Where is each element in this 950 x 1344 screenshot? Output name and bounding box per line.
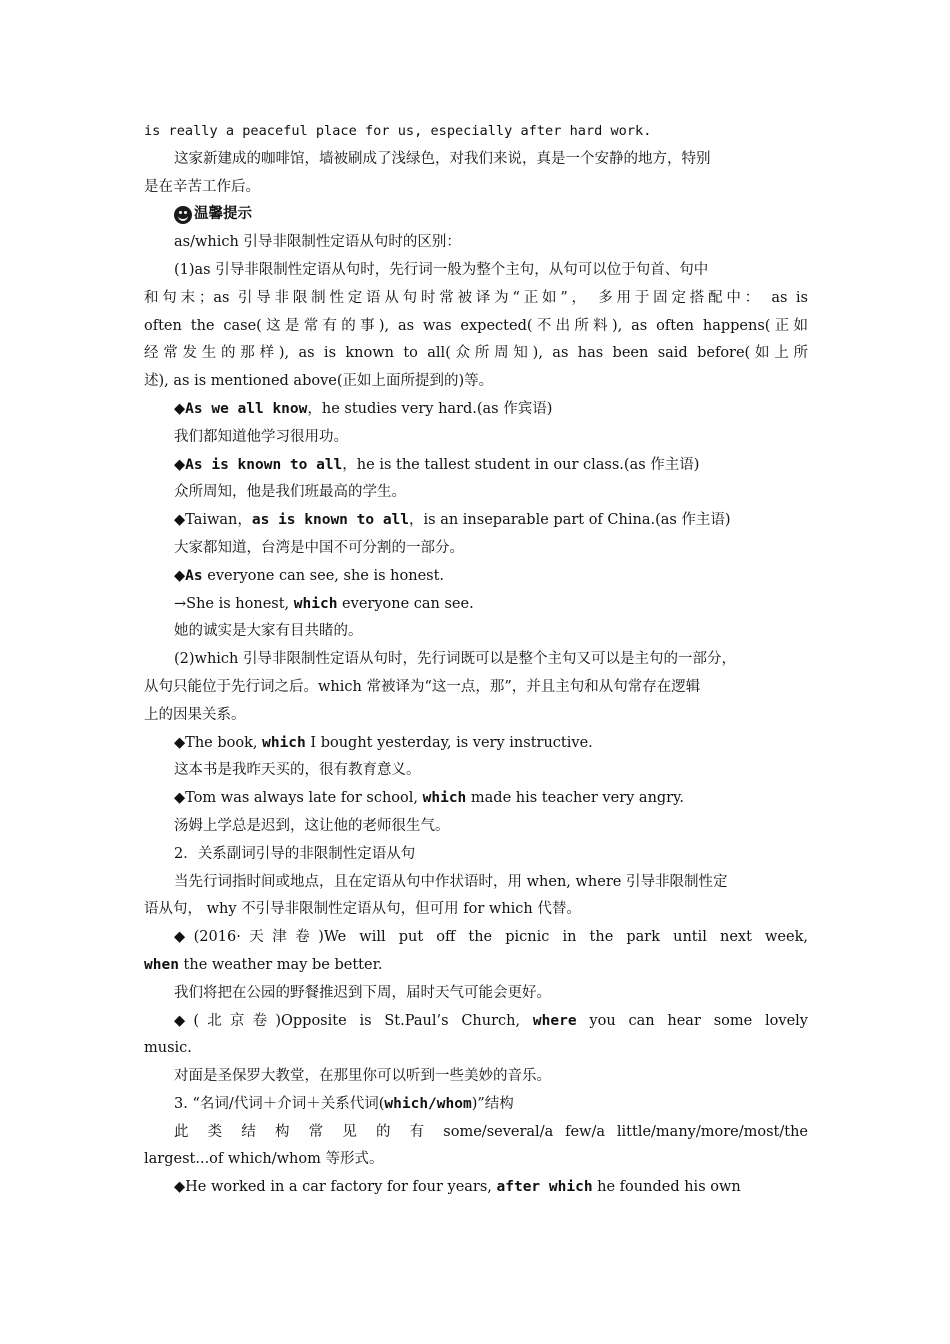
example-line: when the weather may be better. bbox=[144, 956, 383, 973]
section-heading: 3. “名词/代词＋介词＋关系代词(which/whom)”结构 bbox=[174, 1095, 514, 1112]
example-line: ◆As is known to all，he is the tallest student in our class.(as 作主语) bbox=[174, 456, 700, 473]
document-body bbox=[144, 118, 808, 1202]
example-line: ◆As everyone can see, she is honest. bbox=[174, 567, 445, 584]
text-line: 这家新建成的咖啡馆，墙被刷成了浅绿色，对我们来说，真是一个安静的地方，特别 bbox=[174, 150, 711, 167]
example-line: ◆As we all know，he studies very hard.(as 作宾语) bbox=[174, 400, 553, 417]
example-line: ◆Taiwan，as is known to all，is an inseparable part of China.(as 作主语) bbox=[174, 512, 731, 529]
text-line: largest...of which/whom 等形式。 bbox=[144, 1151, 384, 1168]
example-line: ◆(2016·天津卷)We will put off the picnic in the park until next week, bbox=[174, 929, 808, 946]
example-line: ◆Tom was always late for school, which made his teacher very angry. bbox=[174, 790, 684, 807]
translation-line: 大家都知道，台湾是中国不可分割的一部分。 bbox=[174, 539, 464, 556]
example-line: ◆He worked in a car factory for four years, after which he founded his own bbox=[174, 1179, 741, 1196]
text-line: often the case(这是常有的事), as was expected(不出所料), as often happens(正如 bbox=[144, 317, 808, 334]
translation-line: 这本书是我昨天买的，很有教育意义。 bbox=[174, 762, 421, 779]
text-line: (2)which 引导非限制性定语从句时，先行词既可以是整个主句又可以是主句的一部分， bbox=[174, 651, 736, 668]
example-line: ◆(北京卷)Opposite is St.Paul’s Church, where you can hear some lovely bbox=[174, 1012, 808, 1029]
tip-label: 温馨提示 bbox=[194, 206, 252, 223]
example-line: →She is honest, which everyone can see. bbox=[174, 595, 474, 612]
text-line: 和句末；as 引导非限制性定语从句时常被译为“正如”， 多用于固定搭配中： as is bbox=[144, 289, 808, 306]
text-line: 从句只能位于先行词之后。which 常被译为“这一点，那”，并且主句和从句常存在逻辑 bbox=[144, 678, 701, 695]
text-line: 上的因果关系。 bbox=[144, 706, 246, 723]
text-line: (1)as 引导非限制性定语从句时，先行词一般为整个主句，从句可以位于句首、句中 bbox=[174, 261, 709, 278]
translation-line: 众所周知，他是我们班最高的学生。 bbox=[174, 484, 406, 501]
text-line: 语从句， why 不引导非限制性定语从句，但可用 for which 代替。 bbox=[144, 901, 581, 918]
text-line: 经常发生的那样), as is known to all(众所周知), as has been said before(如上所 bbox=[144, 345, 808, 362]
section-heading: 2．关系副词引导的非限制性定语从句 bbox=[174, 845, 416, 862]
text-line: 此 类 结 构 常 见 的 有 some/several/a few/a little/many/more/most/the bbox=[174, 1123, 808, 1140]
smiley-icon bbox=[174, 206, 192, 224]
text-line: 述), as is mentioned above(正如上面所提到的)等。 bbox=[144, 373, 494, 390]
example-line: ◆The book, which I bought yesterday, is very instructive. bbox=[174, 734, 593, 751]
tip-heading bbox=[144, 201, 808, 229]
text-line: 当先行词指时间或地点，且在定语从句中作状语时，用 when, where 引导非限制性定 bbox=[174, 873, 728, 890]
translation-line: 对面是圣保罗大教堂，在那里你可以听到一些美妙的音乐。 bbox=[174, 1068, 551, 1085]
example-line: music. bbox=[144, 1040, 192, 1057]
translation-line: 我们将把在公园的野餐推迟到下周，届时天气可能会更好。 bbox=[174, 984, 551, 1001]
text-line: as/which 引导非限制性定语从句时的区别： bbox=[174, 234, 461, 251]
text-line: 是在辛苦工作后。 bbox=[144, 178, 260, 195]
translation-line: 汤姆上学总是迟到，这让他的老师很生气。 bbox=[174, 817, 450, 834]
translation-line: 她的诚实是大家有目共睹的。 bbox=[174, 623, 363, 640]
text-line: is really a peaceful place for us, especially after hard work. bbox=[144, 123, 652, 139]
translation-line: 我们都知道他学习很用功。 bbox=[174, 428, 348, 445]
